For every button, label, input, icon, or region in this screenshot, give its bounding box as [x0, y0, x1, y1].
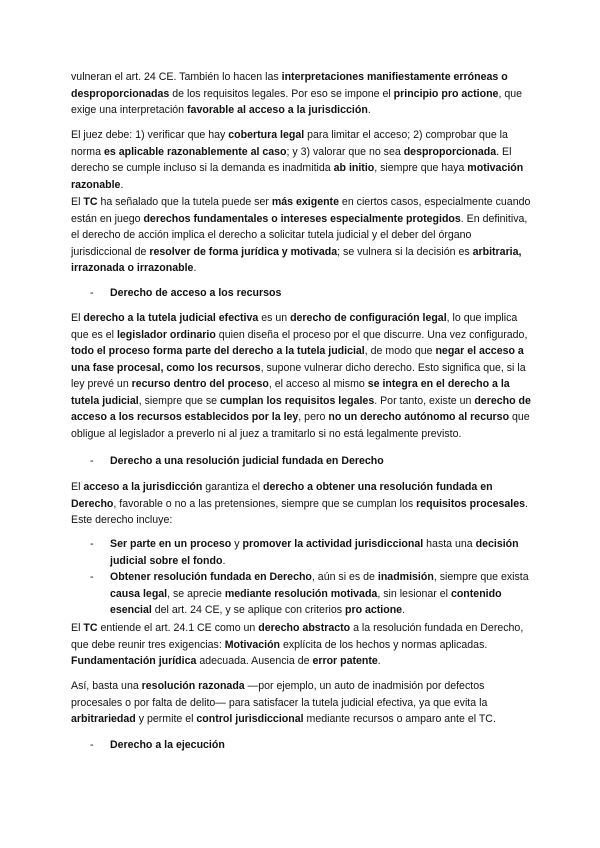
- bold-text: promover la actividad jurisdiccional: [242, 538, 424, 550]
- text-run: , se aprecie: [167, 587, 225, 600]
- bold-text: mediante resolución motivada: [224, 587, 378, 600]
- bold-text: Fundamentación jurídica: [71, 655, 197, 667]
- list-dash: -: [90, 455, 94, 467]
- bold-text: derecho a la tutela judicial efectiva: [83, 312, 259, 324]
- text-run: , favorable o no a las pretensiones, siempre que se cumplan los: [113, 497, 417, 510]
- heading-text: Derecho a una resolución judicial fundada en Derecho: [110, 455, 384, 467]
- bold-text: arbitraria, irrazonada o irrazonable: [71, 245, 522, 274]
- bold-text: requisitos procesales: [416, 497, 526, 510]
- bold-text: todo el proceso forma parte del derecho a la tutela judicial: [71, 345, 365, 357]
- text-run: , sin lesionar el: [377, 587, 451, 600]
- bold-text: favorable al acceso a la jurisdicción: [187, 104, 368, 116]
- text-run: ha señalado que la tutela puede ser: [97, 196, 272, 208]
- text-run: para limitar el acceso; 2) comprobar que la norma: [71, 129, 508, 158]
- text-run: hasta una: [423, 538, 476, 550]
- text-run: quien diseña el proceso por el que discurre. Una vez configurado,: [215, 328, 528, 341]
- list-dash: -: [90, 538, 94, 550]
- text-run: , el acceso al mismo: [268, 378, 368, 390]
- bold-text: se integra en el derecho a la tutela judicial: [71, 378, 510, 407]
- text-run: del art. 24 CE, y se aplique con criterios: [151, 604, 345, 616]
- text-run: ; y 3) valorar que no sea: [286, 145, 404, 158]
- text-run: mediante recursos o amparo ante el TC.: [303, 713, 496, 725]
- text-run: de los requisitos legales. Por eso se impone el: [169, 87, 394, 100]
- bold-text: causa legal: [110, 587, 168, 600]
- paragraph-acceso-jurisdiccion: [71, 479, 531, 529]
- list-dash: -: [90, 287, 94, 299]
- list-dash: -: [90, 571, 94, 583]
- text-run: y permite el: [135, 713, 197, 725]
- bold-text: Ser parte en un proceso: [110, 538, 232, 550]
- bold-text: recurso dentro del proceso: [131, 378, 269, 390]
- bold-text: derecho de configuración legal: [290, 312, 447, 324]
- text-run: es un: [258, 312, 291, 324]
- bold-text: TC: [83, 622, 98, 634]
- text-run: ; se vulnera si la decisión es: [337, 245, 473, 258]
- text-run: . Por tanto, existe un: [374, 394, 475, 407]
- text-run: y: [231, 538, 243, 550]
- text-run: . En definitiva, el derecho de acción implica el derecho a solicitar tutela judicial y el deber del órgano jurisdiccional de: [71, 212, 528, 258]
- paragraph-juez-debe: [71, 127, 531, 193]
- heading-ejecucion: [90, 737, 530, 754]
- paragraph-interpretaciones: [71, 69, 531, 119]
- paragraph-configuracion-legal: [71, 310, 531, 442]
- text-run: entiende el art. 24.1 CE como un: [97, 622, 259, 634]
- bold-text: más exigente: [271, 196, 339, 208]
- bold-text: ab initio: [333, 162, 375, 174]
- bold-text: cumplan los requisitos legales: [219, 394, 375, 407]
- bold-text: TC: [83, 196, 98, 208]
- text-run: El: [71, 196, 84, 208]
- bold-text: desproporcionada: [403, 145, 497, 158]
- paragraph-resolucion-razonada: [71, 678, 531, 728]
- list-item-text: [90, 569, 530, 619]
- heading-resolucion-fundada: [90, 453, 530, 470]
- text-run: , que exige una interpretación: [71, 87, 523, 116]
- paragraph-tc-derecho-abstracto: [71, 620, 531, 670]
- text-run: El: [71, 622, 84, 634]
- bold-text: legislador ordinario: [116, 328, 216, 341]
- bold-text: no un derecho autónomo al recurso: [328, 411, 510, 423]
- bold-text: motivación razonable: [71, 162, 524, 191]
- text-run: , siempre que se: [138, 394, 220, 407]
- text-run: . El derecho se cumple incluso si la demanda es inadmitida: [71, 145, 512, 174]
- bold-text: resolver de forma jurídica y motivada: [149, 245, 338, 258]
- text-run: , aún si es de: [311, 571, 378, 583]
- text-run: a la resolución fundada en Derecho, que debe reunir tres exigencias:: [71, 622, 524, 651]
- bold-text: cobertura legal: [228, 129, 305, 141]
- list-item-text: [90, 536, 530, 569]
- bold-text: derecho de acceso a los recursos establecidos por la ley: [71, 394, 531, 423]
- text-run: .: [377, 655, 381, 667]
- text-run: , siempre que haya: [374, 162, 468, 174]
- bold-text: Motivación: [224, 638, 281, 651]
- bold-text: derechos fundamentales o intereses especialmente protegidos: [143, 212, 461, 225]
- list-item-ser-parte: [90, 536, 530, 569]
- text-run: , pero: [298, 411, 329, 423]
- bold-text: negar el acceso a una fase procesal, como los recursos: [71, 345, 524, 374]
- bold-text: derecho a obtener una resolución fundada en Derecho: [71, 481, 493, 510]
- text-run: El: [71, 481, 84, 493]
- text-run: , siempre que exista: [433, 571, 529, 583]
- bold-text: inadmisión: [377, 571, 434, 583]
- text-run: Así, basta una: [71, 680, 142, 692]
- text-run: , lo que implica que es el: [71, 312, 518, 341]
- text-run: .: [193, 262, 197, 274]
- text-run: .: [120, 178, 124, 191]
- text-run: .: [222, 554, 226, 567]
- text-run: .: [367, 104, 371, 116]
- bold-text: arbitrariedad: [71, 713, 136, 725]
- bold-text: contenido esencial: [110, 587, 502, 616]
- bold-text: interpretaciones manifiestamente erróneas o desproporcionadas: [71, 71, 508, 100]
- bold-text: decisión judicial sobre el fondo: [110, 538, 519, 567]
- bold-text: derecho abstracto: [258, 622, 351, 634]
- bold-text: principio pro actione: [393, 87, 499, 100]
- paragraph-tc-exigente: [71, 194, 531, 277]
- heading-text: Derecho a la ejecución: [110, 739, 225, 751]
- bold-text: error patente: [312, 655, 378, 667]
- bold-text: acceso a la jurisdicción: [83, 481, 203, 493]
- heading-text: Derecho de acceso a los recursos: [110, 287, 282, 299]
- text-run: adecuada. Ausencia de: [196, 655, 313, 667]
- bold-text: Obtener resolución fundada en Derecho: [110, 571, 312, 583]
- text-run: , de modo que: [364, 345, 436, 357]
- text-run: . Este derecho incluye:: [71, 497, 528, 526]
- list-dash: -: [90, 739, 94, 751]
- bold-text: resolución razonada: [141, 680, 245, 692]
- text-run: en ciertos casos, especialmente cuando están en juego: [71, 196, 531, 225]
- text-run: que obligue al legislador a preverlo ni al juez a tramitarlo si no está legalmente previsto.: [71, 411, 530, 440]
- bold-text: es aplicable razonablemente al caso: [103, 145, 287, 158]
- text-run: explícita de los hechos y normas aplicadas.: [280, 638, 488, 651]
- text-run: —por ejemplo, un auto de inadmisión por defectos procesales o por falta de delito— para satisfacer la tutela judicial efectiva, ya que evita la: [71, 680, 488, 709]
- text-run: El juez debe: 1) verificar que hay: [71, 129, 229, 141]
- heading-acceso-recursos: [90, 285, 530, 302]
- bold-text: pro actione: [344, 604, 403, 616]
- text-run: vulneran el art. 24 CE. También lo hacen las: [71, 71, 282, 83]
- text-run: .: [402, 604, 406, 616]
- text-run: El: [71, 312, 84, 324]
- bold-text: control jurisdiccional: [196, 713, 304, 725]
- list-item-obtener-resolucion: [90, 569, 530, 619]
- text-run: garantiza el: [202, 481, 263, 493]
- text-run: , supone vulnerar dicho derecho. Esto significa que, si la ley prevé un: [71, 361, 526, 390]
